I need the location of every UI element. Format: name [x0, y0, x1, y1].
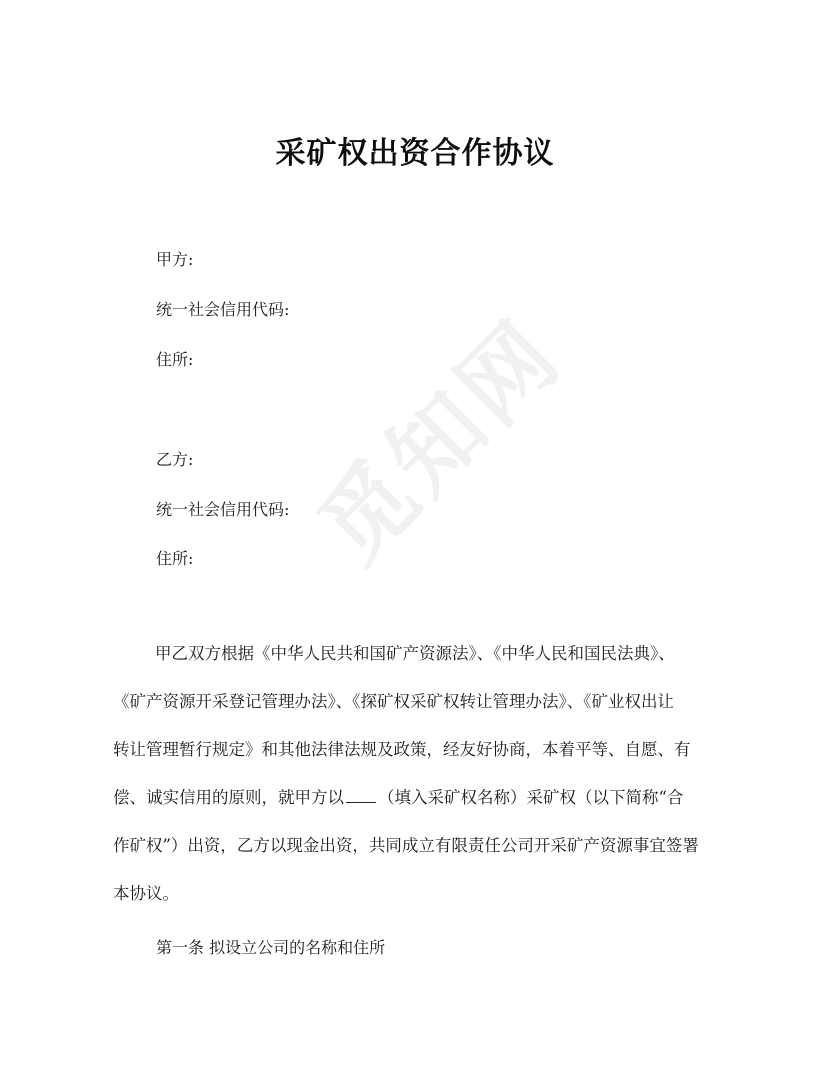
party-b-credit-code: 统一社会信用代码:	[156, 500, 290, 519]
preamble-line: 《矿产资源开采登记管理办法》、《探矿权采矿权转让管理办法》、《矿业权出让	[113, 692, 674, 711]
party-a-label: 甲方:	[156, 250, 194, 269]
article-1-heading: 第一条 拟设立公司的名称和住所	[156, 938, 386, 957]
party-b-label: 乙方:	[156, 450, 194, 469]
preamble-text-before-blank: 偿、诚实信用的原则，就甲方以	[113, 788, 344, 807]
preamble-line: 转让管理暂行规定》和其他法律法规及政策，经友好协商，本着平等、自愿、有	[113, 740, 691, 759]
preamble-line: 本协议。	[113, 884, 179, 903]
preamble-line: 作矿权”）出资，乙方以现金出资，共同成立有限责任公司开采矿产资源事宜签署	[113, 836, 699, 855]
preamble-line: 甲乙双方根据《中华人民共和国矿产资源法》、《中华人民和国民法典》、	[155, 644, 675, 663]
fill-in-blank[interactable]	[346, 788, 376, 803]
document-title: 采矿权出资合作协议	[275, 136, 555, 171]
party-b-address: 住所:	[156, 549, 194, 568]
party-a-address: 住所:	[156, 350, 194, 369]
party-a-credit-code: 统一社会信用代码:	[156, 300, 290, 319]
watermark: 觅知网	[298, 299, 583, 584]
preamble-line	[113, 784, 683, 808]
preamble-text-after-blank: （填入采矿权名称）采矿权（以下简称“合	[378, 788, 684, 807]
